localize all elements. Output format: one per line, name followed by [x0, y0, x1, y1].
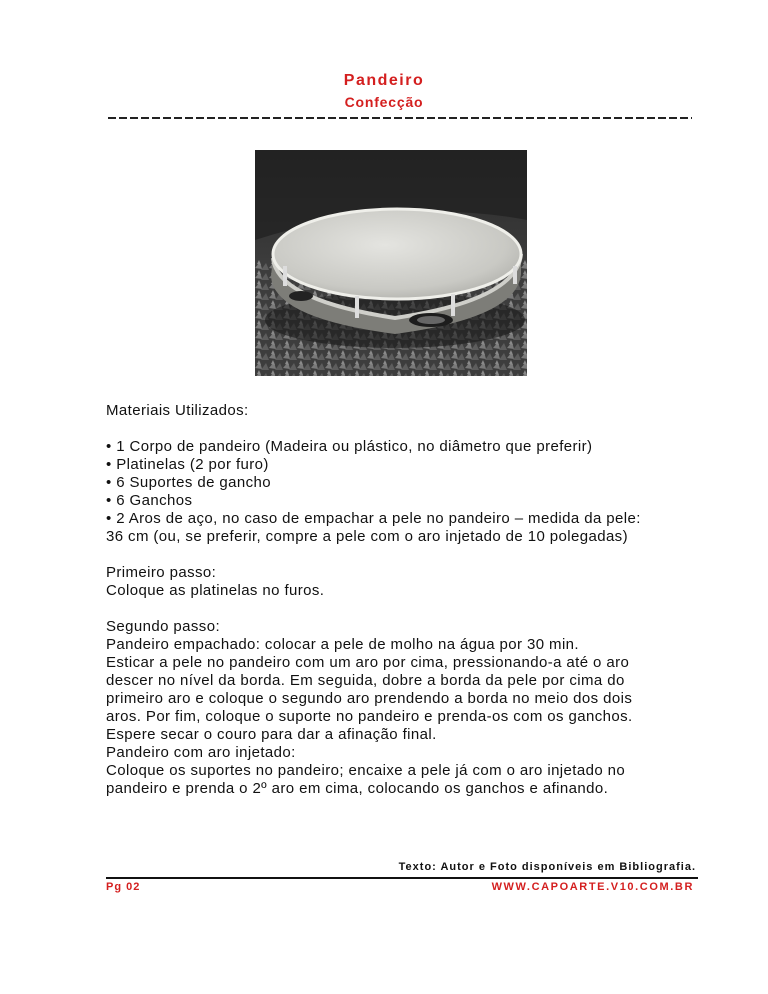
step2-heading: Segundo passo:	[106, 618, 221, 635]
list-item: • Platinelas (2 por furo)	[106, 456, 269, 473]
list-item: 36 cm (ou, se preferir, compre a pele com o aro injetado de 10 polegadas)	[106, 528, 628, 545]
page-number: Pg 02	[106, 881, 141, 893]
dashed-divider	[108, 117, 692, 119]
pandeiro-photo	[255, 150, 527, 376]
step2-line: Esticar a pele no pandeiro com um aro por cima, pressionando-a até o aro	[106, 654, 630, 671]
page-subtitle: Confecção	[344, 94, 424, 110]
list-item: • 1 Corpo de pandeiro (Madeira ou plástico, no diâmetro que preferir)	[106, 438, 593, 455]
step2-line: Pandeiro empachado: colocar a pele de molho na água por 30 min.	[106, 636, 579, 653]
step2-line: Coloque os suportes no pandeiro; encaixe a pele já com o aro injetado no	[106, 762, 626, 779]
step2-line: Espere secar o couro para dar a afinação final.	[106, 726, 437, 743]
step2-line: primeiro aro e coloque o segundo aro prendendo a borda no meio dos dois	[106, 690, 633, 707]
page-title: Pandeiro	[343, 72, 425, 89]
photo-credit: Texto: Autor e Foto disponíveis em Bibliografia.	[398, 861, 696, 873]
list-item: • 6 Ganchos	[106, 492, 193, 509]
step2-line: aros. Por fim, coloque o suporte no pandeiro e prenda-os com os ganchos.	[106, 708, 633, 725]
materials-heading: Materiais Utilizados:	[106, 402, 249, 419]
list-item: • 6 Suportes de gancho	[106, 474, 271, 491]
footer-divider	[106, 877, 698, 879]
step2-line: Pandeiro com aro injetado:	[106, 744, 296, 761]
list-item: • 2 Aros de aço, no caso de empachar a pele no pandeiro – medida da pele:	[106, 510, 641, 527]
body-text	[106, 402, 706, 798]
step2-line: pandeiro e prenda o 2º aro em cima, colocando os ganchos e afinando.	[106, 780, 609, 797]
step1-heading: Primeiro passo:	[106, 564, 217, 581]
step1-text: Coloque as platinelas no furos.	[106, 582, 325, 599]
step2-line: descer no nível da borda. Em seguida, dobre a borda da pele por cima do	[106, 672, 625, 689]
website-link[interactable]: WWW.CAPOARTE.V10.COM.BR	[491, 881, 694, 893]
